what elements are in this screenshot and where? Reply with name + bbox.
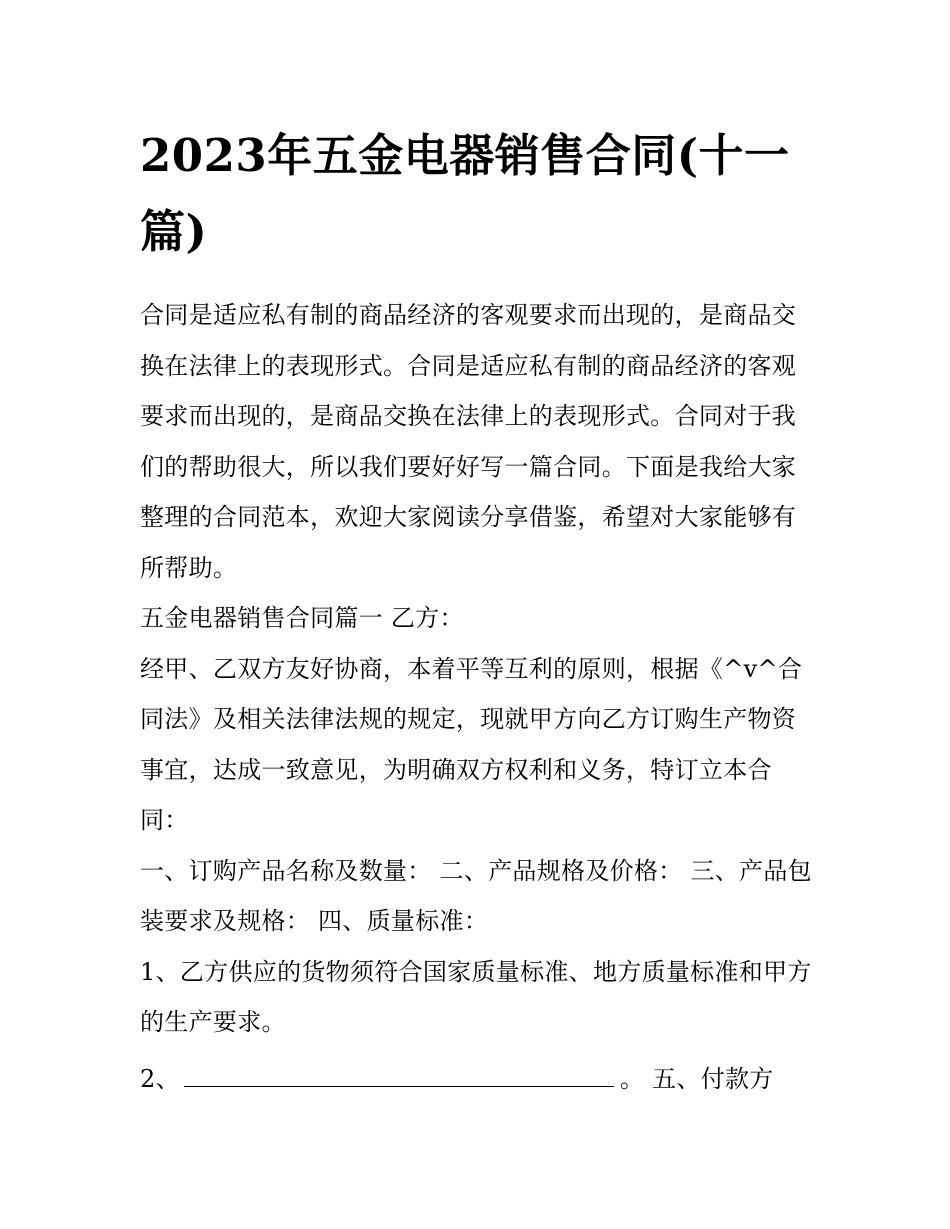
intro-paragraph: 合同是适应私有制的商品经济的客观要求而出现的，是商品交换在法律上的表现形式。合同是适应私有制的商品经济的客观要求而出现的，是商品交换在法律上的表现形式。合同对于我们的帮助很大，所以我们要好好写一篇合同。下面是我给大家整理的合同范本，欢迎大家阅读分享借鉴，希望对大家能够有所帮助。 [140, 301, 797, 582]
quality-clause-1: 1、乙方供应的货物须符合国家质量标准、地方质量标准和甲方的生产要求。 [140, 957, 812, 1036]
clauses-list-paragraph: 一、订购产品名称及数量： 二、产品规格及价格： 三、产品包装要求及规格： 四、质量标准： [140, 856, 812, 935]
fill-in-blank[interactable] [184, 1060, 614, 1087]
agreement-paragraph: 经甲、乙双方友好协商，本着平等互利的原则，根据《^v^合同法》及相关法律法规的规定，现就甲方向乙方订购生产物资事宜，达成一致意见，为明确双方权利和义务，特订立本合同： [140, 654, 803, 834]
clause-2-prefix: 2、 [140, 1064, 180, 1093]
quality-clause-2 [140, 1054, 815, 1105]
document-title: 2023年五金电器销售合同(十一篇) [140, 129, 790, 258]
clause-2-suffix: 。 五、付款方 [619, 1064, 774, 1093]
document-page [140, 118, 815, 1104]
section-heading-party-b: 五金电器销售合同篇一 乙方： [140, 604, 464, 632]
